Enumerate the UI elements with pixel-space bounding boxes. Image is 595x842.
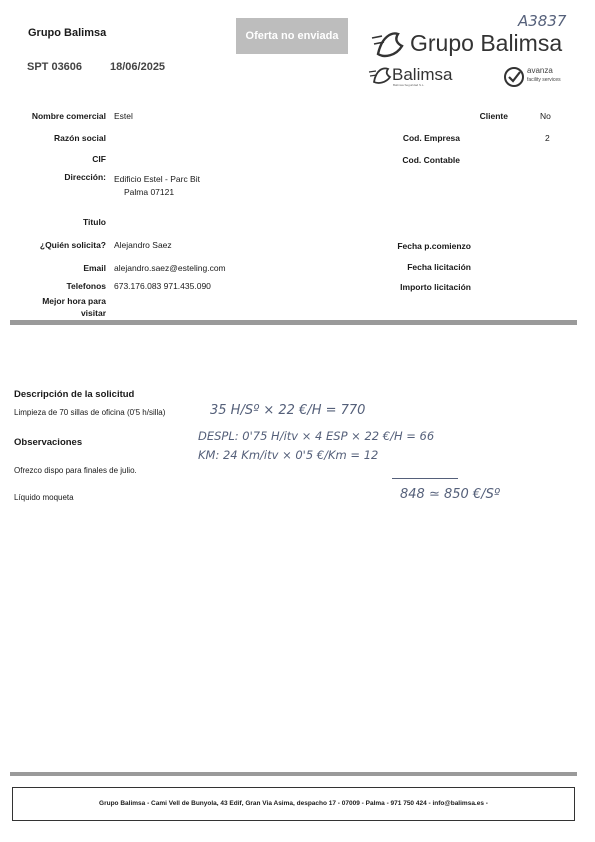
value-telefonos: 673.176.083 971.435.090 (114, 281, 211, 291)
balimsa-logo-icon (368, 26, 408, 60)
handwritten-line-2: DESPL: 0'75 H/itv × 4 ESP × 22 €/H = 66 (198, 429, 435, 443)
request-title: Descripción de la solicitud (14, 389, 135, 400)
document-date: 18/06/2025 (110, 61, 166, 73)
value-nombre-comercial: Estel (114, 111, 133, 121)
label-razon-social: Razón social (54, 133, 106, 143)
label-cod-contable: Cod. Contable (402, 155, 460, 165)
footer-divider (10, 772, 577, 776)
value-direccion-line1: Edificio Estel - Parc Bit (114, 174, 200, 184)
label-cif: CIF (92, 154, 106, 164)
observation-line-1: Ofrezco dispo para finales de julio. (14, 466, 137, 475)
label-mejor-hora: Mejor hora para (42, 296, 106, 306)
balimsa-logo (368, 62, 478, 90)
logo-main-text: Grupo Balimsa (410, 30, 563, 56)
checkmark-circle-icon (503, 66, 525, 88)
company-name: Grupo Balimsa (28, 27, 107, 39)
handwritten-total: 848 ≃ 850 €/Sº (400, 487, 500, 502)
avanza-sub: facility services (527, 77, 561, 83)
label-cliente: Cliente (479, 111, 508, 121)
status-badge: Oferta no enviada (236, 18, 348, 54)
value-quien-solicita: Alejandro Saez (114, 240, 172, 250)
handwritten-line-1: 35 H/Sº × 22 €/H = 770 (210, 403, 366, 418)
footer-address: Grupo Balimsa - Cami Vell de Bunyola, 43 Edif, Gran Via Asima, despacho 17 - 07009 - Palma - 971 750 424 - info@balimsa.es - (12, 787, 575, 821)
value-email: alejandro.saez@esteling.com (114, 263, 226, 273)
handwritten-line-3: KM: 24 Km/itv × 0'5 €/Km = 12 (198, 448, 379, 462)
label-nombre-comercial: Nombre comercial (31, 111, 106, 121)
handwritten-sum-line (392, 478, 458, 479)
label-telefonos: Telefonos (66, 281, 106, 291)
label-fecha-comienzo: Fecha p.comienzo (397, 241, 471, 251)
logo-sub-text: Balimsa (392, 65, 453, 84)
avanza-logo (503, 64, 573, 90)
label-email: Email (83, 263, 106, 273)
value-cliente: No (540, 111, 551, 121)
document-code: SPT 03606 (27, 61, 83, 73)
observation-line-2: Líquido moqueta (14, 493, 74, 502)
handwritten-reference: A3837 (518, 12, 567, 30)
label-fecha-licitacion: Fecha licitación (407, 262, 471, 272)
avanza-text: avanza (527, 66, 553, 75)
label-titulo: Titulo (83, 217, 106, 227)
grupo-balimsa-logo (368, 26, 568, 60)
label-importe-licitacion: Importo licitación (400, 282, 471, 292)
value-cod-empresa: 2 (545, 133, 550, 143)
logo-sub-tagline: Balimsa Seguridad S.L. (393, 83, 425, 87)
label-visitar: visitar (80, 308, 106, 318)
value-direccion-line2: Palma 07121 (124, 187, 175, 197)
label-direccion: Dirección: (64, 172, 106, 182)
observations-title: Observaciones (14, 437, 83, 448)
balimsa-small-icon (368, 64, 392, 84)
label-cod-empresa: Cod. Empresa (402, 133, 460, 143)
section-divider (10, 320, 577, 325)
request-description: Limpieza de 70 sillas de oficina (0'5 h/silla) (14, 408, 166, 417)
label-quien-solicita: ¿Quién solicita? (39, 240, 106, 250)
